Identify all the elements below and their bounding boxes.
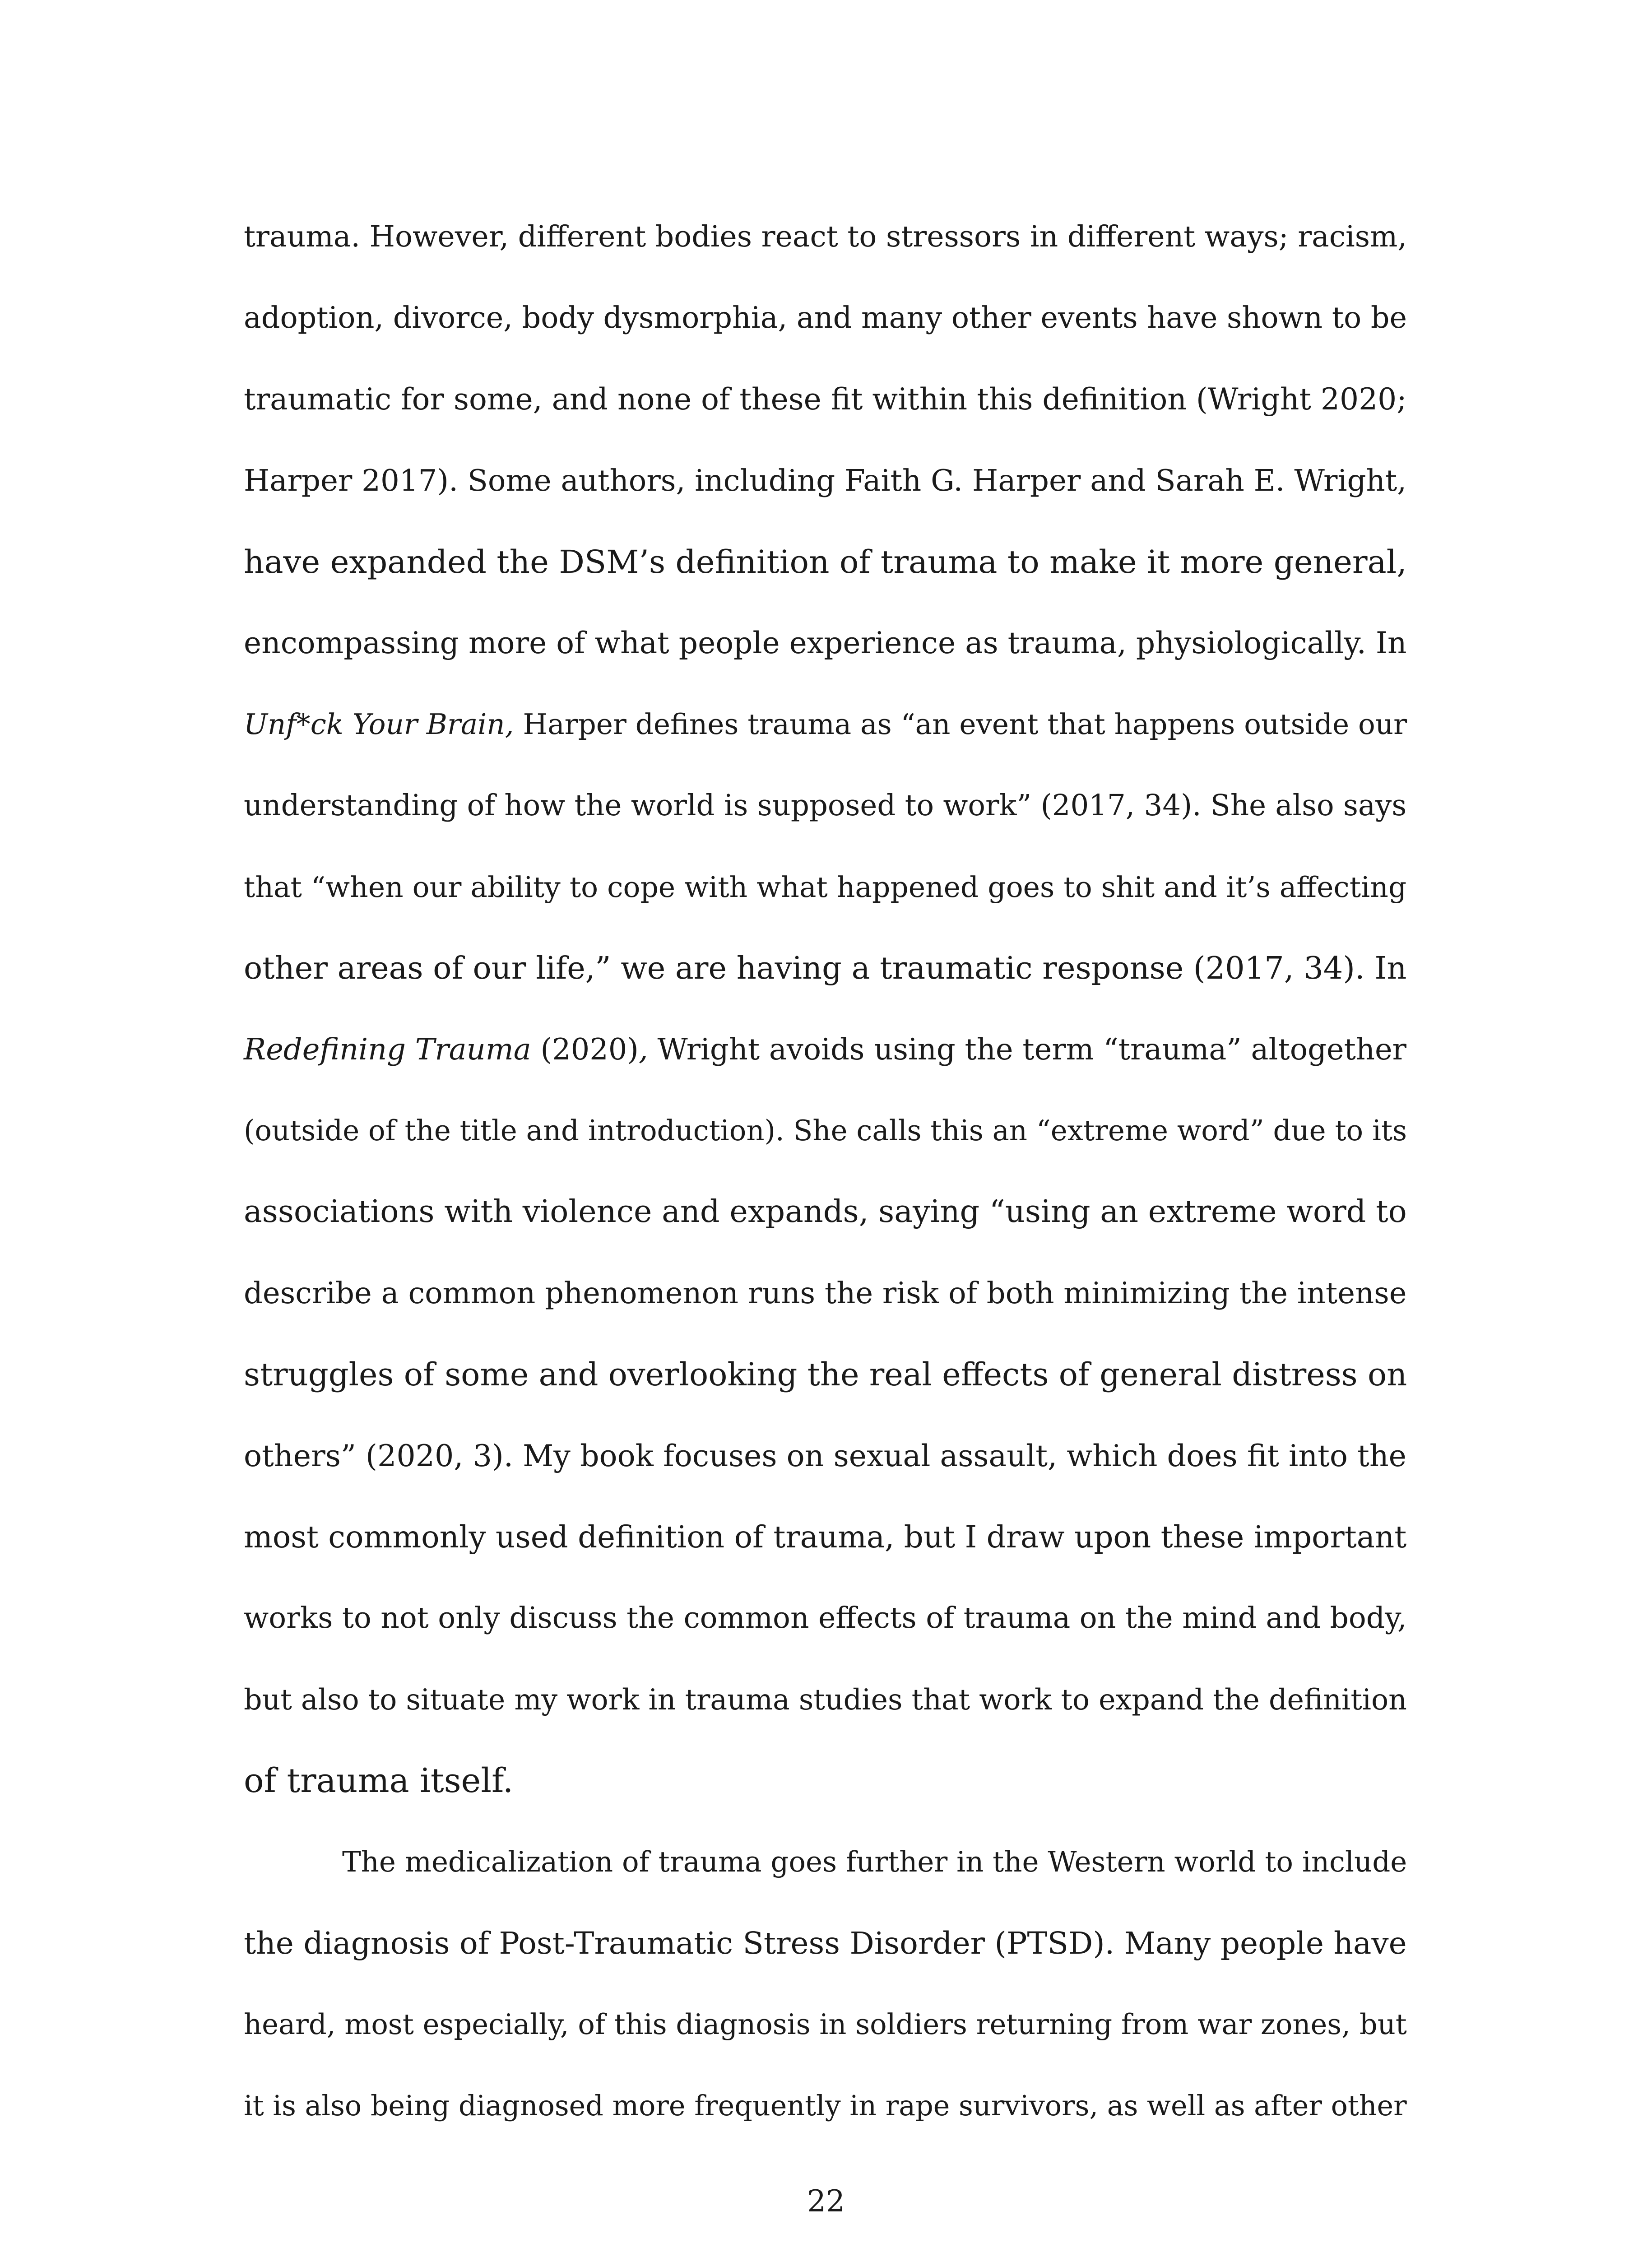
italic-text-segment: Redefining Trauma	[244, 1032, 531, 1067]
text-segment: Harper defines trauma as “an event that happens outside our	[514, 708, 1407, 741]
text-segment: have expanded the DSM’s definition of trauma to make it more general,	[244, 543, 1407, 581]
text-segment: (outside of the title and introduction). She calls this an “extreme word” due to its	[244, 1114, 1407, 1147]
text-segment: (2020)	[531, 1032, 639, 1067]
text-line	[244, 774, 1413, 855]
text-segment: of trauma itself.	[244, 1761, 514, 1800]
text-segment: The medicalization of trauma goes further in the Western world to include	[342, 1845, 1407, 1878]
text-line	[244, 1912, 1413, 1993]
text-segment: other areas of our life,” we are having a traumatic response (2017, 34). In	[244, 950, 1407, 986]
text-segment: Harper 2017). Some authors, including Faith G. Harper and Sarah E. Wright,	[244, 463, 1407, 498]
text-segment: works to not only discuss the common effects of trauma on the mind and body,	[244, 1601, 1407, 1635]
text-segment: understanding of how the world is supposed to work” (2017, 34). She also says	[244, 789, 1407, 822]
text-segment: associations with violence and expands, saying “using an extreme word to	[244, 1194, 1407, 1230]
text-segment: it is also being diagnosed more frequently in rape survivors, as well as after other	[244, 2090, 1407, 2122]
text-line	[244, 1587, 1413, 1668]
text-segment: heard, most especially, of this diagnosis in soldiers returning from war zones, but	[244, 2008, 1407, 2041]
text-line	[244, 1262, 1413, 1343]
text-line	[244, 1180, 1413, 1262]
text-line	[244, 1830, 1413, 1912]
text-line	[244, 693, 1413, 774]
text-line	[244, 1343, 1413, 1424]
page-number: 22	[807, 2184, 845, 2219]
text-segment: but also to situate my work in trauma studies that work to expand the definition	[244, 1683, 1407, 1716]
text-line	[244, 449, 1413, 530]
text-line	[244, 1018, 1413, 1099]
text-segment: encompassing more of what people experience as trauma, physiologically. In	[244, 626, 1407, 660]
text-line	[244, 1505, 1413, 1587]
text-line	[244, 1993, 1413, 2074]
text-segment: traumatic for some, and none of these fit within this definition (Wright 2020;	[244, 382, 1407, 417]
text-segment: others” (2020, 3). My book focuses on sexual assault, which does fit into the	[244, 1438, 1407, 1473]
text-line	[244, 1749, 1413, 1830]
text-line	[244, 1424, 1413, 1505]
text-segment: struggles of some and overlooking the real effects of general distress on	[244, 1356, 1407, 1393]
text-line	[244, 2074, 1413, 2155]
text-line	[244, 855, 1413, 937]
italic-text-segment: ,	[638, 1032, 648, 1067]
text-segment: that “when our ability to cope with what happened goes to shit and it’s affecting	[244, 870, 1407, 904]
text-segment: trauma. However, different bodies react to stressors in different ways; racism,	[244, 220, 1407, 254]
text-line	[244, 205, 1413, 287]
text-segment: the diagnosis of Post-Traumatic Stress Disorder (PTSD). Many people have	[244, 1925, 1407, 1961]
text-line	[244, 530, 1413, 612]
italic-text-segment: Unf*ck Your Brain,	[244, 708, 514, 741]
text-segment: describe a common phenomenon runs the risk of both minimizing the intense	[244, 1276, 1407, 1310]
text-line	[244, 287, 1413, 368]
text-segment: most commonly used definition of trauma, but I draw upon these important	[244, 1519, 1407, 1555]
text-line	[244, 612, 1413, 693]
text-line	[244, 1099, 1413, 1180]
text-line	[244, 937, 1413, 1018]
text-line	[244, 1668, 1413, 1749]
body-text	[244, 205, 1413, 2155]
text-line	[244, 368, 1413, 449]
text-segment: adoption, divorce, body dysmorphia, and many other events have shown to be	[244, 301, 1407, 335]
text-segment: Wright avoids using the term “trauma” altogether	[648, 1032, 1406, 1067]
